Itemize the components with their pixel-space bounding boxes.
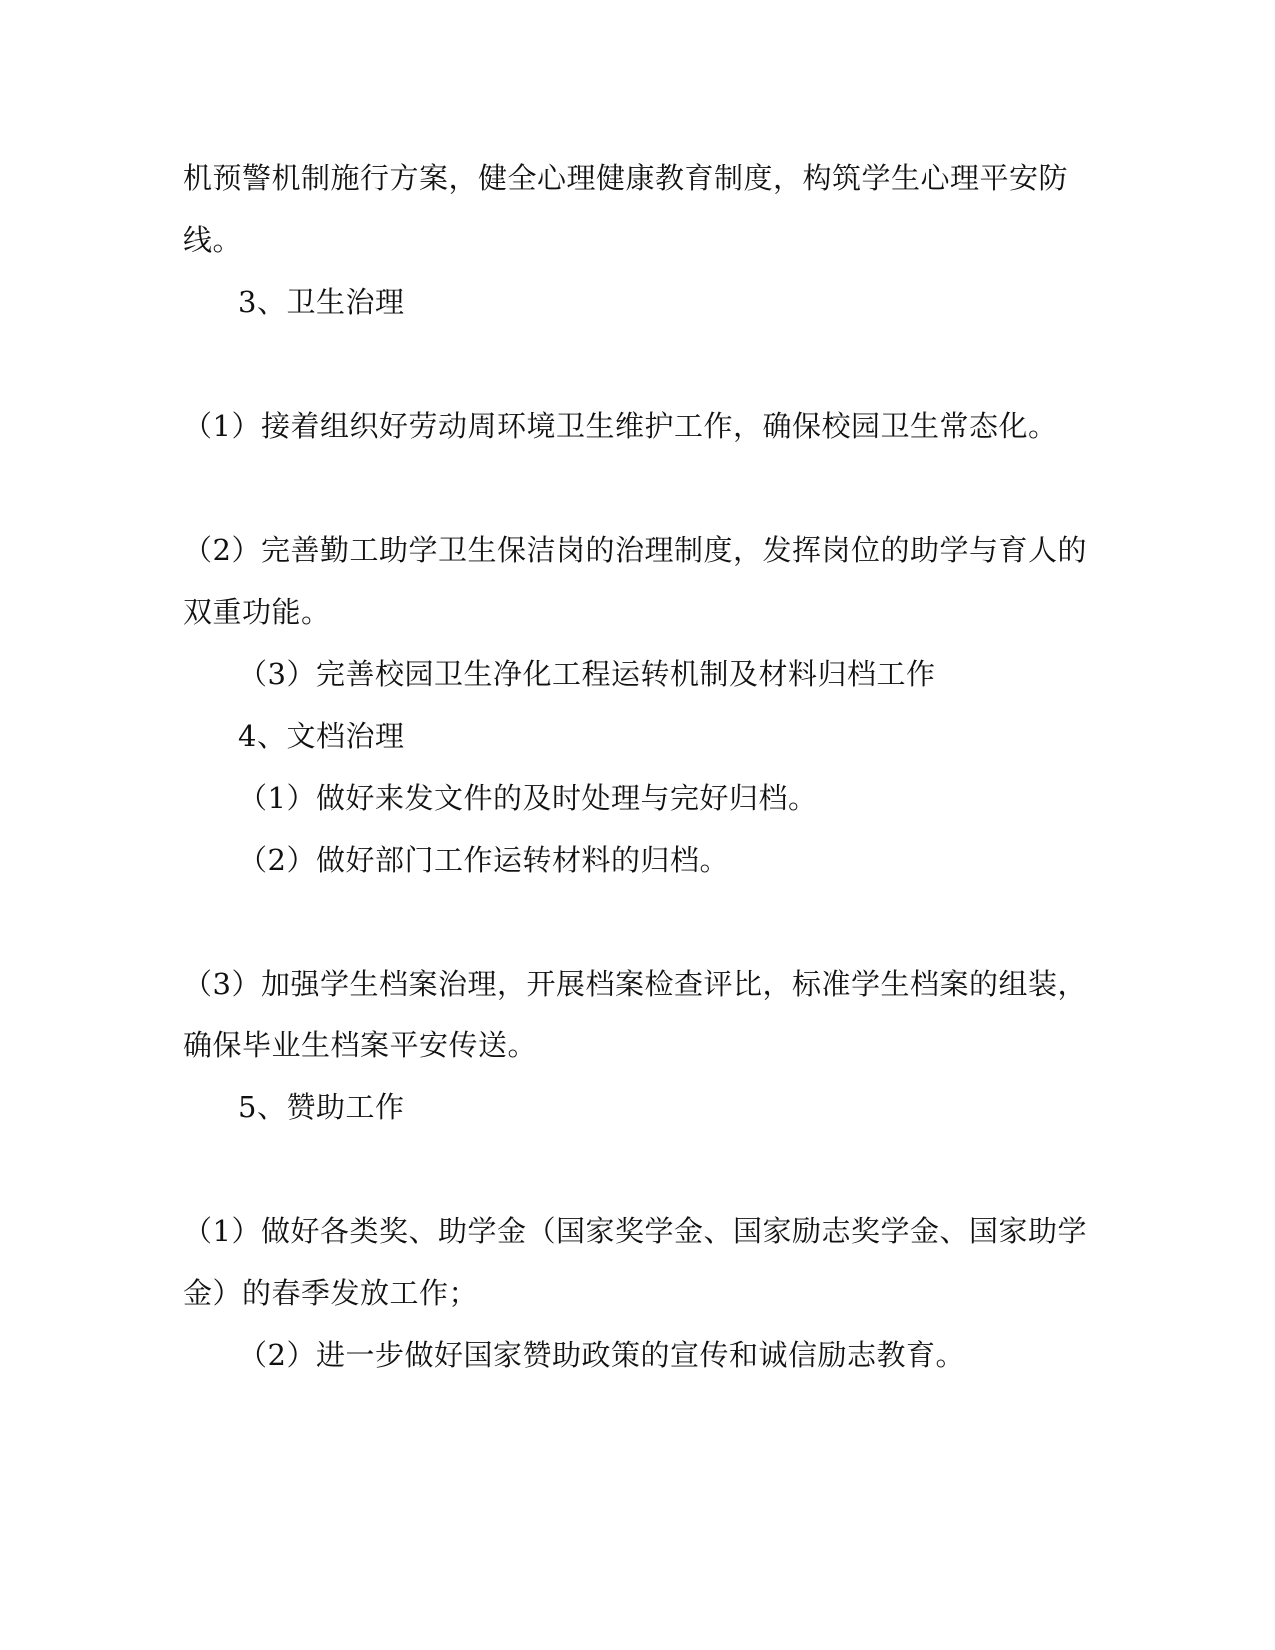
paragraph-line: 双重功能。 (183, 595, 331, 629)
paragraph-line: （2）做好部门工作运转材料的归档。 (238, 843, 729, 877)
paragraph-line: 确保毕业生档案平安传送。 (183, 1028, 538, 1062)
paragraph-line: （2）进一步做好国家赞助政策的宣传和诚信励志教育。 (238, 1338, 965, 1372)
section-heading: 3、卫生治理 (238, 285, 405, 319)
section-heading: 5、赞助工作 (238, 1090, 405, 1124)
section-heading: 4、文档治理 (238, 719, 405, 753)
paragraph-line: 线。 (183, 223, 243, 257)
paragraph-line: （1）接着组织好劳动周环境卫生维护工作，确保校园卫生常态化。 (183, 409, 1058, 443)
paragraph-line: （3）加强学生档案治理，开展档案检查评比，标准学生档案的组装， (183, 967, 1087, 1001)
paragraph-line: （2）完善勤工助学卫生保洁岗的治理制度，发挥岗位的助学与育人的 (183, 533, 1087, 567)
paragraph-line: 机预警机制施行方案，健全心理健康教育制度，构筑学生心理平安防 (183, 161, 1069, 195)
paragraph-line: 金）的春季发放工作； (183, 1276, 479, 1310)
paragraph-line: （3）完善校园卫生净化工程运转机制及材料归档工作 (238, 657, 936, 691)
paragraph-line: （1）做好来发文件的及时处理与完好归档。 (238, 781, 818, 815)
paragraph-line: （1）做好各类奖、助学金（国家奖学金、国家励志奖学金、国家助学 (183, 1214, 1087, 1248)
